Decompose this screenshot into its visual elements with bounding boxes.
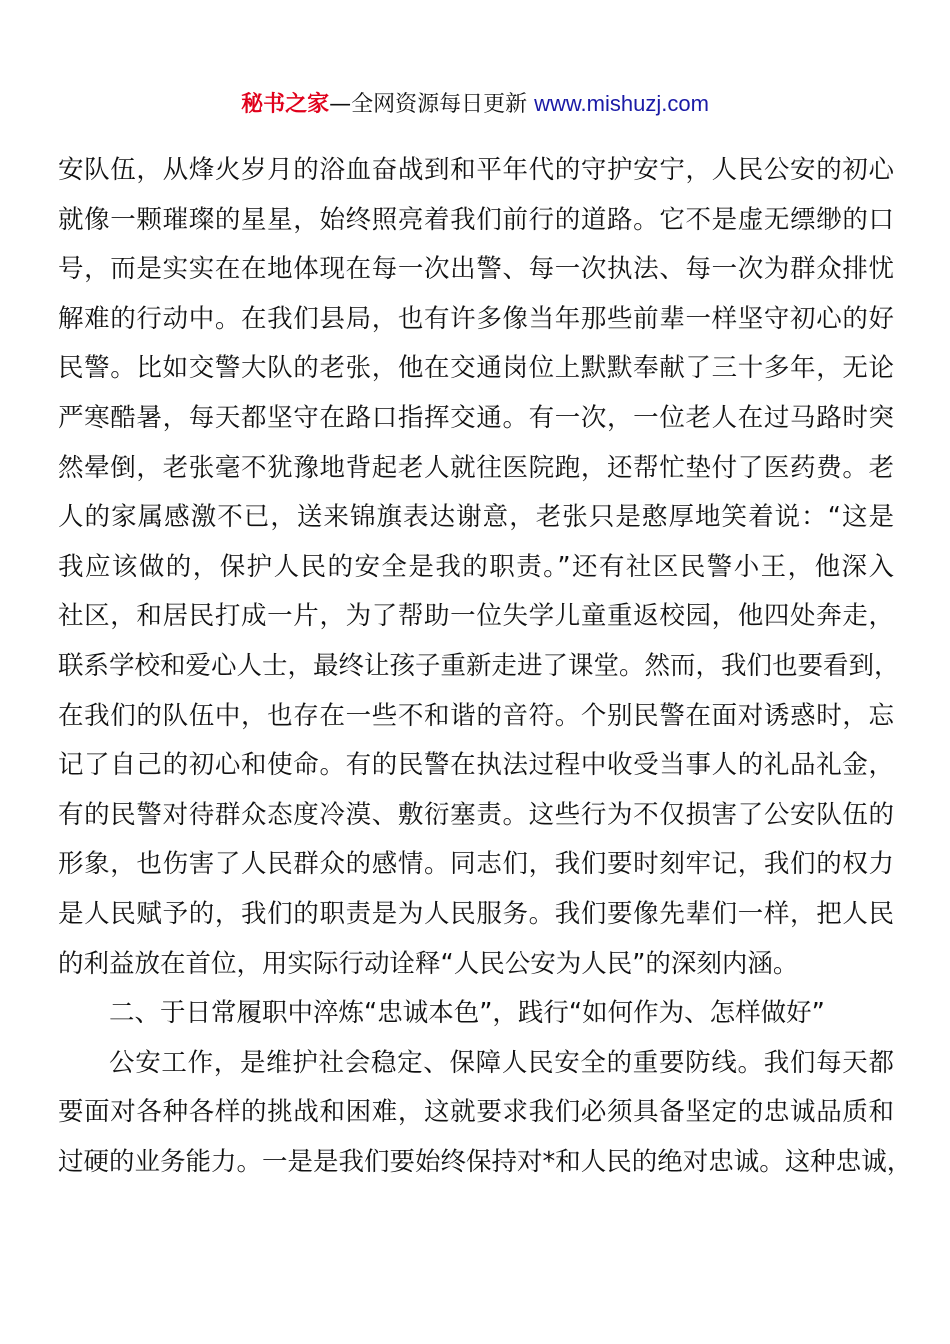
text-line: 我应该做的，保护人民的安全是我的职责。”还有社区民警小王，他深入 (58, 551, 894, 582)
text-line: 然晕倒，老张毫不犹豫地背起老人就往医院跑，还帮忙垫付了医药费。老 (58, 452, 894, 483)
text-line: 有的民警对待群众态度冷漠、敷衍塞责。这些行为不仅损害了公安队伍的 (58, 799, 894, 830)
text-line: 解难的行动中。在我们县局，也有许多像当年那些前辈一样坚守初心的好 (58, 303, 894, 334)
text-line: 的利益放在首位，用实际行动诠释“人民公安为人民”的深刻内涵。 (58, 948, 799, 979)
paragraph-first-line: 公安工作，是维护社会稳定、保障人民安全的重要防线。我们每天都 (109, 1047, 894, 1078)
text-line: 过硬的业务能力。一是是我们要始终保持对*和人民的绝对忠诚。这种忠诚， (58, 1146, 913, 1177)
text-line: 就像一颗璀璨的星星，始终照亮着我们前行的道路。它不是虚无缥缈的口 (58, 204, 894, 235)
website-link[interactable]: www.mishuzj.com (534, 91, 709, 116)
text-line: 记了自己的初心和使命。有的民警在执法过程中收受当事人的礼品礼金， (58, 750, 894, 781)
text-line: 严寒酷暑，每天都坚守在路口指挥交通。有一次，一位老人在过马路时突 (58, 402, 894, 433)
text-line: 是人民赋予的，我们的职责是为人民服务。我们要像先辈们一样，把人民 (58, 898, 894, 929)
page-header (0, 88, 950, 121)
text-line: 联系学校和爱心人士，最终让孩子重新走进了课堂。然而，我们也要看到， (58, 650, 900, 681)
text-line: 社区，和居民打成一片，为了帮助一位失学儿童重返校园，他四处奔走， (58, 601, 894, 632)
header-slogan: —全网资源每日更新 (329, 92, 535, 117)
text-line: 民警。比如交警大队的老张，他在交通岗位上默默奉献了三十多年，无论 (58, 353, 894, 384)
section-heading: 二、于日常履职中淬炼“忠诚本色”，践行“如何作为、怎样做好” (109, 998, 825, 1029)
text-line: 要面对各种各样的挑战和困难，这就要求我们必须具备坚定的忠诚品质和 (58, 1097, 894, 1128)
document-body (58, 146, 913, 1187)
text-line: 安队伍，从烽火岁月的浴血奋战到和平年代的守护安宁，人民公安的初心 (58, 155, 894, 185)
text-line: 人的家属感激不已，送来锦旗表达谢意，老张只是憨厚地笑着说：“这是 (58, 502, 894, 533)
brand-name: 秘书之家 (241, 92, 330, 117)
text-line: 号，而是实实在在地体现在每一次出警、每一次执法、每一次为群众排忧 (58, 254, 894, 285)
text-line: 在我们的队伍中，也存在一些不和谐的音符。个别民警在面对诱惑时，忘 (58, 700, 894, 731)
text-line: 形象，也伤害了人民群众的感情。同志们，我们要时刻牢记，我们的权力 (58, 849, 894, 880)
